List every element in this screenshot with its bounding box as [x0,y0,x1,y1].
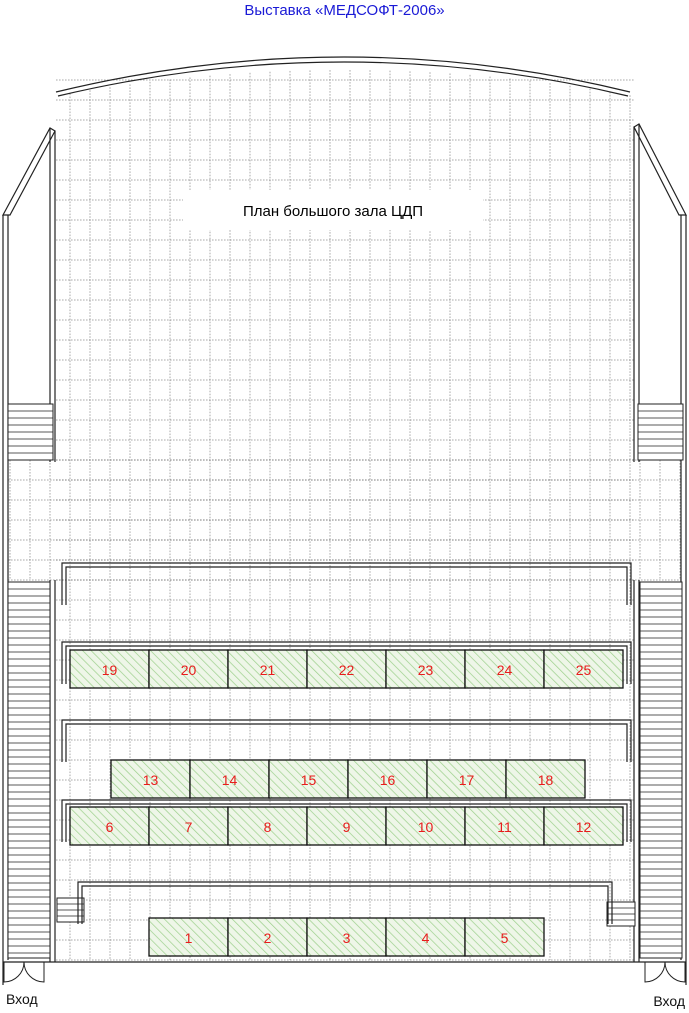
booth-number-23: 23 [417,662,434,678]
booth-number-11: 11 [497,819,512,835]
booth-number-22: 22 [338,662,355,678]
booth-number-21: 21 [259,662,276,678]
booth-number-18: 18 [537,772,554,788]
booth-number-10: 10 [417,819,434,835]
booth-number-8: 8 [263,819,272,835]
booth-number-3: 3 [342,930,351,946]
booth-number-14: 14 [221,772,238,788]
booth-number-1: 1 [184,930,193,946]
booth-number-12: 12 [575,819,592,835]
hall-title: План большого зала ЦДП [242,203,424,220]
booth-number-25: 25 [575,662,592,678]
exhibition-title: Выставка «МЕДСОФТ-2006» [244,2,445,19]
booth-number-5: 5 [500,930,509,946]
entrance-right-label: Вход [653,993,685,1009]
booth-number-19: 19 [101,662,118,678]
booth-number-9: 9 [342,819,351,835]
booth-number-4: 4 [421,930,430,946]
booth-number-6: 6 [105,819,114,835]
booth-number-13: 13 [142,772,159,788]
booth-number-2: 2 [263,930,272,946]
hall-title-box [183,190,483,230]
booth-number-24: 24 [496,662,513,678]
entrance-left-label: Вход [6,991,38,1007]
booth-number-15: 15 [300,772,317,788]
row-rails [62,563,631,924]
booth-number-17: 17 [458,772,475,788]
booth-number-16: 16 [379,772,396,788]
booth-number-7: 7 [184,819,193,835]
booth-number-20: 20 [180,662,197,678]
booths [70,650,623,956]
